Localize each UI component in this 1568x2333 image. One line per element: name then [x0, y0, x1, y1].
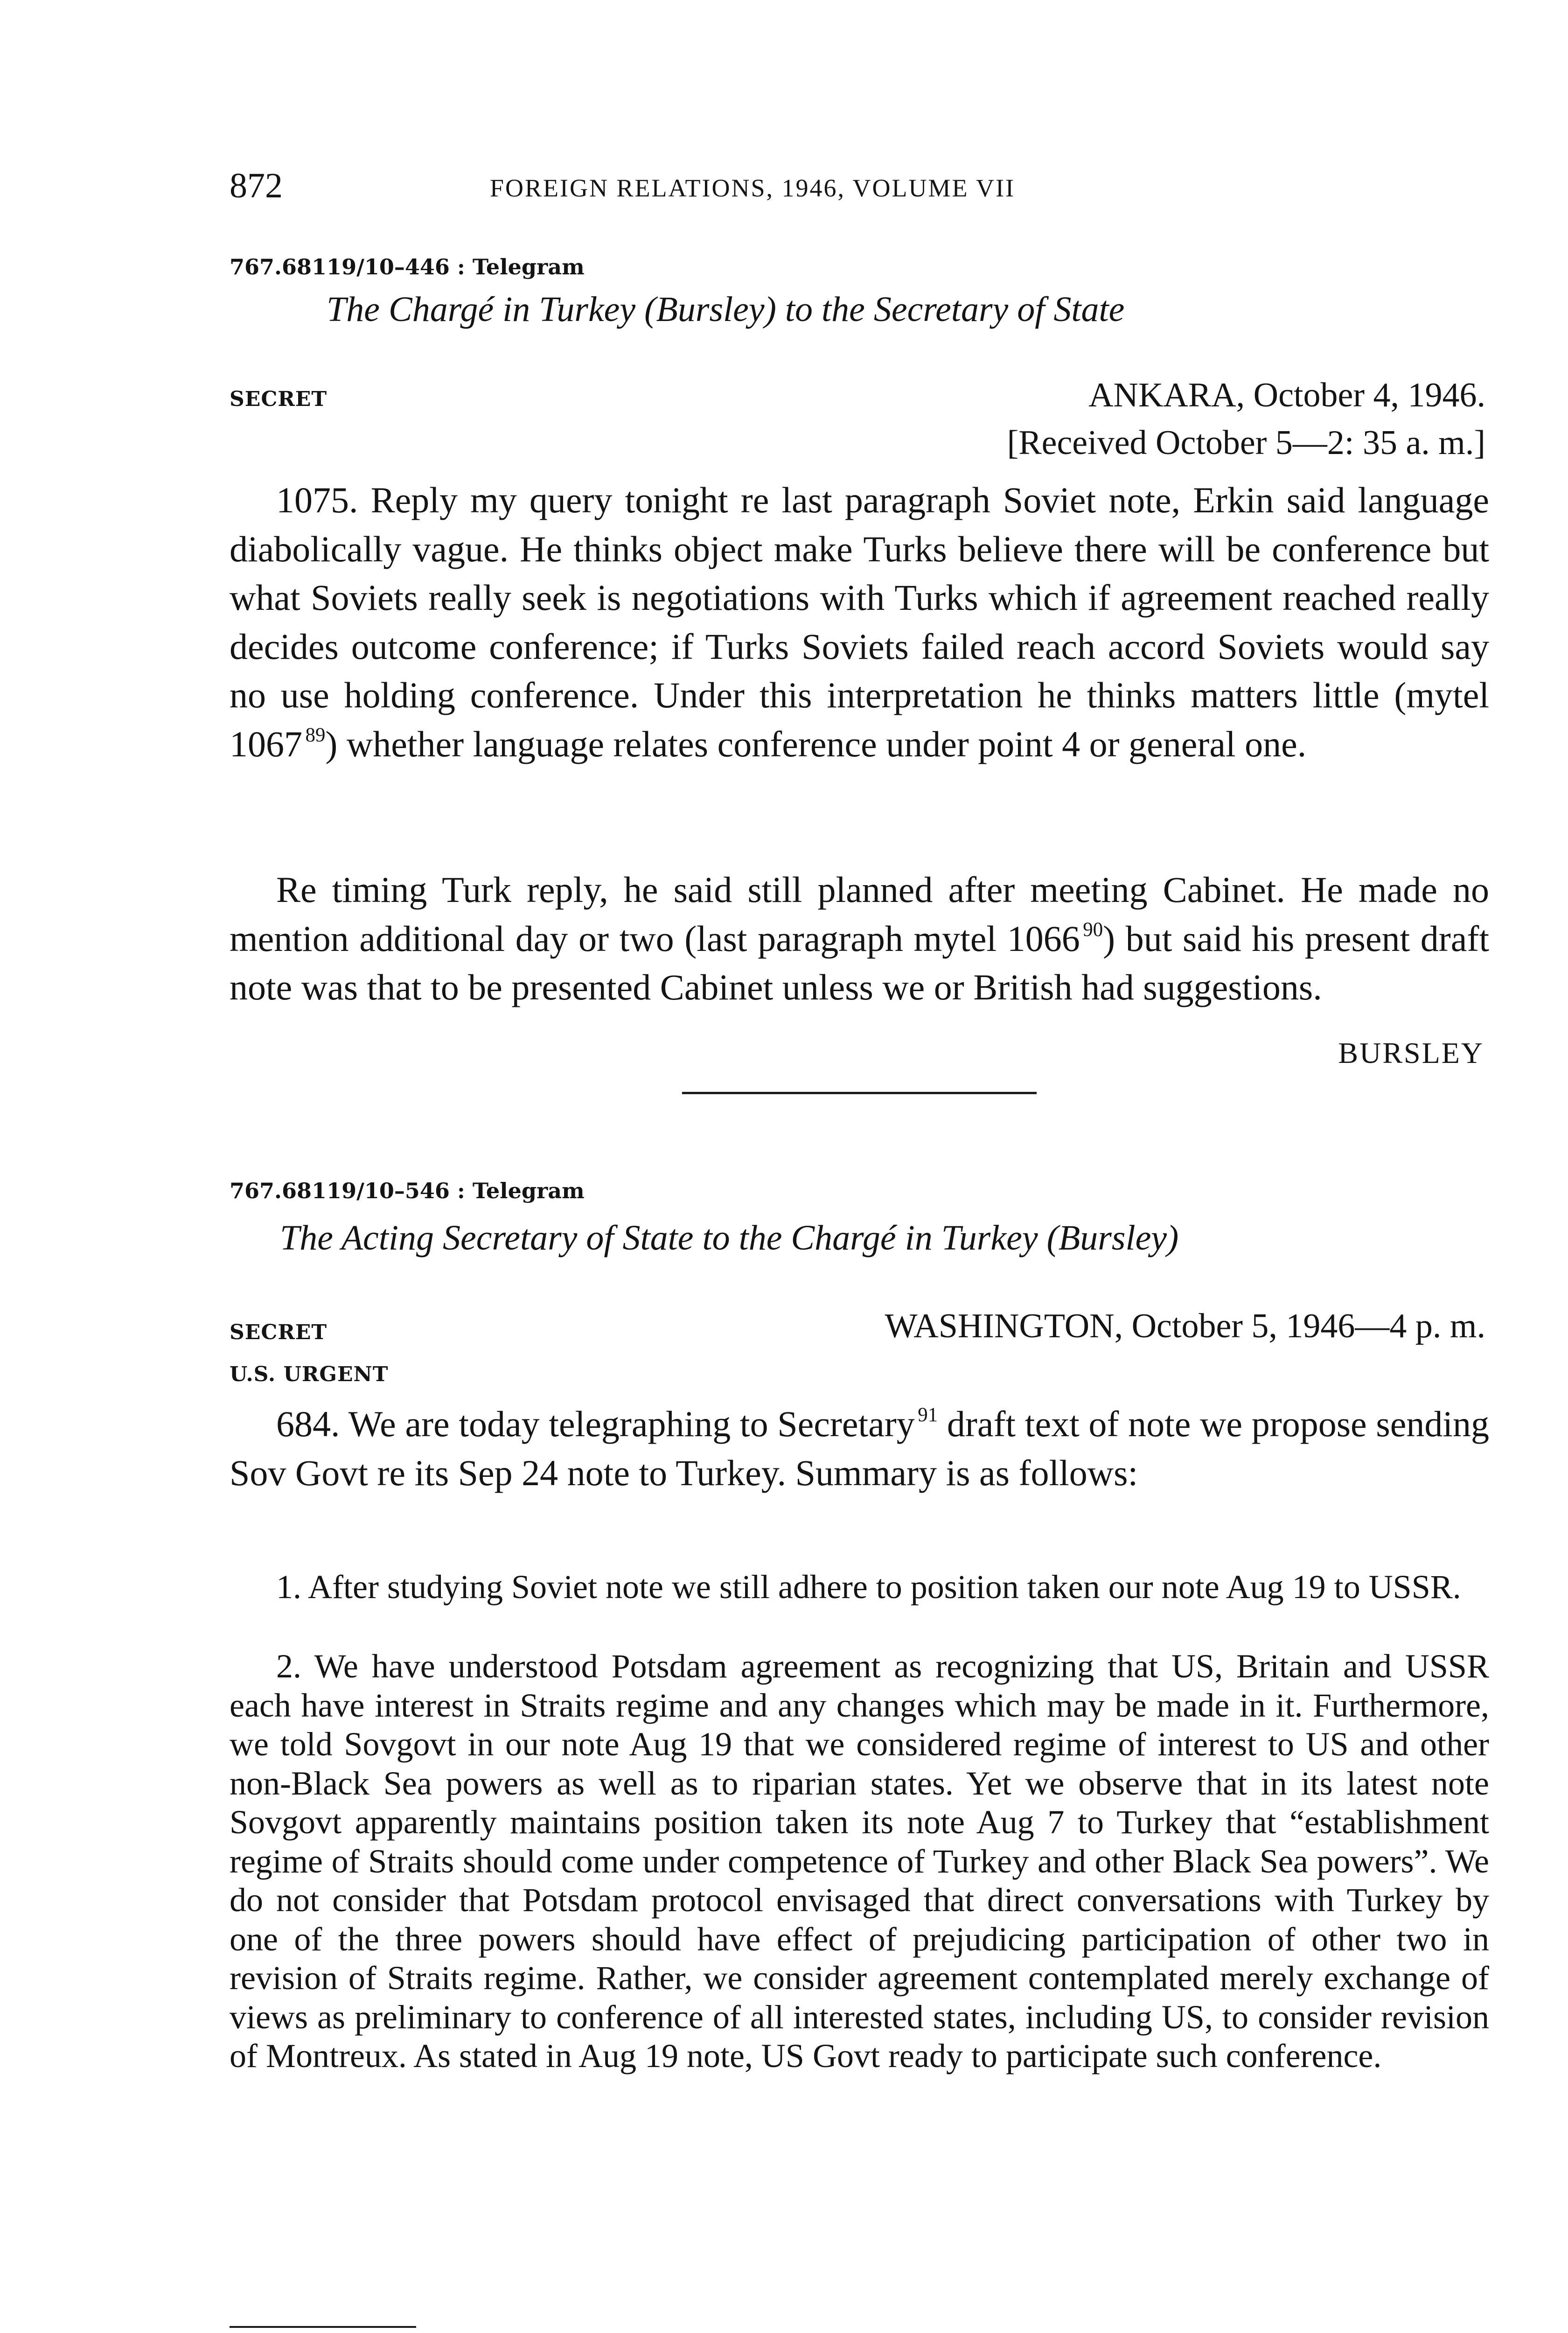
doc1-paragraph-2: Re timing Turk reply, he said still planned after meeting Cabinet. He made no mention additional day or two (last paragraph mytel 1066 $^{90}$) but said his present draft note was that to be presented Cabinet unless we or British had suggestions. [230, 869, 1490, 1007]
footnote-rule [230, 2326, 416, 2328]
footnote-ref-91: 91 [918, 1404, 938, 1426]
doc2-title: The Acting Secretary of State to the Chargé in Turkey (Bursley) [280, 1218, 1179, 1257]
doc2-dateline: WASHINGTON, October 5, 1946—4 p. m. [885, 1307, 1485, 1345]
doc2-point-1: 1. After studying Soviet note we still adhere to position taken our note Aug 19 to USSR. [276, 1568, 1461, 1606]
doc1-dateline: ANKARA, October 4, 1946. [1088, 376, 1485, 414]
doc1-title: The Chargé in Turkey (Bursley) to the Secretary of State [327, 290, 1125, 329]
doc2-paragraph-intro: 684. We are today telegraphing to Secretary $^{91}$ draft text of note we propose sending Sov Govt re its Sep 24 note to Turkey. Summary is as follows: [230, 1404, 1490, 1493]
doc1-file-reference: 767.68119/10–446 : Telegram [230, 254, 585, 279]
doc1-classification: SECRET [230, 387, 328, 411]
footnote-ref-90: 90 [1083, 918, 1103, 941]
doc2-point-2: 2. We have understood Potsdam agreement as recognizing that US, Britain and USSR each have interest in Straits regime and any changes which may be made in it. Furthermore, we told Sovgovt in our note Aug 19 that we considered regime of interest to US and other non-Black Sea powers as well as to riparian states. Yet we observe that in its latest note Sovgovt apparently maintains position taken its note Aug 7 to Turkey that “establishment regime of Straits should come under competence of Turkey and other Black Sea powers”. We do not consider that Potsdam protocol envisaged that direct conversations with Turkey by one of the three powers should have effect of prejudicing participation of other two in revision of Straits regime. Rather, we consider agreement contemplated merely exchange of views as preliminary to conference of all interested states, including US, to consider revision of Montreux. As stated in Aug 19 note, US Govt ready to participate such conference. [230, 1648, 1489, 2075]
doc2-file-reference: 767.68119/10–546 : Telegram [230, 1178, 585, 1203]
doc2-urgency: U.S. URGENT [230, 1362, 389, 1386]
doc1-received: [Received October 5—2: 35 a. m.] [1007, 424, 1485, 462]
doc2-classification: SECRET [230, 1320, 328, 1344]
running-title: FOREIGN RELATIONS, 1946, VOLUME VII [490, 174, 1015, 202]
doc1-paragraph-1: 1075. Reply my query tonight re last paragraph Soviet note, Erkin said language diabolically vague. He thinks object make Turks believe there will be conference but what Soviets really seek is negotiations with Turks which if agreement reached really decides outcome conference; if Turks Soviets failed reach accord Soviets would say no use holding conference. Under this interpretation he thinks matters little (mytel 1067 $^{89}$) whether language relates conference under point 4 or general one. [230, 480, 1489, 764]
doc1-signature: BURSLEY [1338, 1036, 1484, 1069]
section-divider [682, 1092, 1037, 1094]
page-number: 872 [230, 166, 283, 205]
footnote-ref-89: 89 [305, 724, 326, 746]
